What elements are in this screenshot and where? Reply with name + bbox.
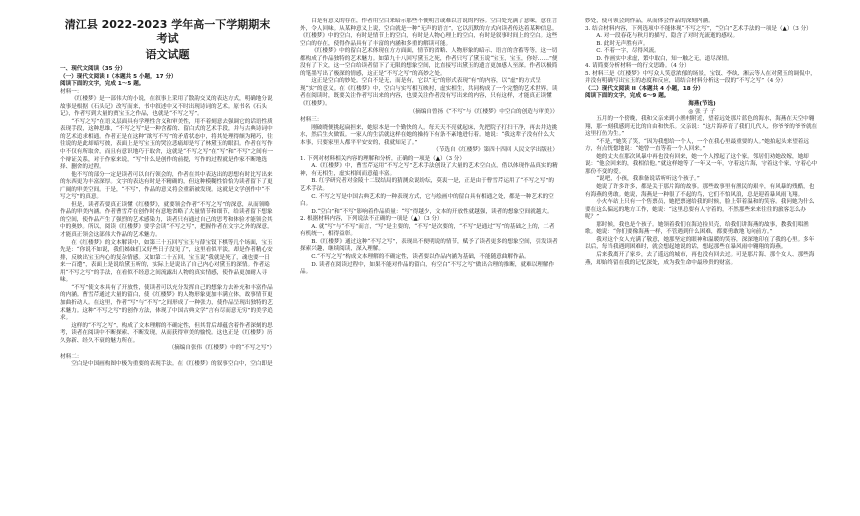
paragraph: 他不写的部分一定是读者可以自行领会的，作者在其中表达出的思想有时比写出来的东西更为丰富深厚。文字的表达有时是不精确的，但这种模糊性恰恰为读者留下了更广阔的审美空间。于是，“不写”，作品的意义将会重新被发现。这就是文学创作中“不写之写”的真意。	[60, 171, 273, 201]
exam-subtitle: 语文试题	[145, 48, 190, 61]
exam-title: 清江县 2022-2023 学年高一下学期期末考试	[64, 18, 271, 45]
material-label: 材料二：	[60, 353, 83, 360]
paragraph: 空白是中国画构图中极为重要的表现手法。在《红楼梦》的叙事空白中，空白即是	[71, 361, 273, 368]
question-2: 2. 根据材料内容，下列说法不正确的一项是（▲）（3 分）	[300, 216, 443, 223]
material-label: 材料一：	[60, 88, 83, 95]
column-left	[60, 18, 275, 510]
paragraph: 我对这个女人充满了敬意，她那坚定的眼神和温暖的笑容，深深地印在了我的心里。多年以后，每当我遇到困难时，就会想起她说的话，想起那些在暴风雨中翱翔的海燕。	[585, 236, 815, 251]
paragraph: 她说了许多许多，都是关于那片海的故事。那些故事里有渔民的艰辛，有风暴的残酷，也有海燕的勇敢。她说，海燕是一种很了不起的鸟，它们不怕风浪，总是迎着暴风雨飞翔。	[585, 184, 815, 198]
paragraph: 这正是空白的妙处。空白不是无，而是有，它以“无”的形式表现“有”的内容，以“虚”的方式呈现“实”的意义。在《红楼梦》中，空白与实写相互映衬，虚实相生，共同构成了一个完整的艺术世界。读者在阅读时，既要关注作者写出来的内容，也要关注作者没有写出来的内容，只有这样，才能真正读懂《红楼梦》。	[300, 78, 558, 108]
paragraph: 这样的“不写之写”，构成了文本理解的不确定性，但其背后却蕴含着作者深刻的思考，读者在阅读中不断探索、不断发现，从而获得审美的愉悦。这也正是《红楼梦》历久弥新、经久不衰的魅力所在。	[60, 322, 273, 344]
story-title: 海燕(节选)	[688, 101, 716, 108]
option: D.“空白”和“不写”影响着作品质量：“写”得越少，文本的开放性就越强，读者的想象空间就越大。	[311, 208, 553, 215]
source-citation: （摘编自张伟《红楼梦》中的“不写之写”）	[168, 345, 275, 352]
source-citation: （节选自《红楼梦》第四十四回 人民文学出版社）	[433, 147, 558, 154]
option: C. 不着一字，尽得风流。	[596, 48, 660, 55]
paragraph: 《红楼梦》中的留白艺术体现在方方面面，情节的省略、人物形象的暗示、语言的含蓄等等，这一切都构成了作品独特的艺术魅力。如第九十八回写黛玉之死，作者只写了黛玉说“宝玉，宝玉，你好……”便没有了下文，这一空白给读者留下了无限的想象空间，比直接写出黛玉的遗言更加感人至深。作者以极简的笔墨写出了极深的情感，这正是“不写之写”的高妙之处。	[300, 48, 558, 77]
question-5: 5. 材料三是《红楼梦》中写众人笑意浓郁的场景，宝钗、李纨、湘云等人在对黛玉的调侃中，并没有明确写出宝玉的态度和反应，请结合材料分析这一段的“不写之写”（4 分）	[585, 70, 816, 85]
option: B. 此时无声胜有声。	[596, 40, 649, 47]
question-3: 3. 结合材料内容，下列选项中不能体现“不写之写”，“空白”艺术手法的一项是（▲）（3 分）	[585, 25, 812, 32]
option: C. 不写之写是中国古典艺术的一种表现方式，它与绘画中的留白具有相通之处，都是一种艺术的空白。	[300, 193, 554, 208]
column-middle	[300, 18, 558, 510]
paragraph: 后来我离开了家乡，去了遥远的城市，再也没有回去过。可是那片海、那个女人、那些海燕，却始终留在我的记忆深处，成为我生命中最珍贵的财富。	[585, 251, 815, 266]
paragraph: “说吧，小孩，我准备说话听听这个孩子。”	[596, 176, 700, 183]
paragraph: 在《红楼梦》的文本解读中，如第三十五回写宝玉与薛宝钗下棋等几个场面，宝玉先是：“你说不如说，我们姊妹们又好些日子没见了”，这里看似平淡，却是作者精心安排，反映出宝玉内心的复杂情感。又如第二十五回，宝玉说“我就是死了，魂也要一日来一百遭”，表面上是说给黛玉听的，实际上是说出了自己内心对黛玉的深情。作者运用“不写之写”的手法，在看似不经意之间流露出人物的真实情感，使作品更加耐人寻味。	[60, 239, 273, 284]
option: A. 对一段春花与秋月的描写，隐含了对时光流逝的感叹。	[596, 33, 739, 40]
option: D. 读者在阅读过程中，如果不能对作品的留白，有空白“不写之写”做出合理的推断，就难以理解作品。	[300, 261, 555, 276]
question-4: 4. 请简要分析材料一的行文思路。（4 分）	[585, 63, 690, 70]
question-1: 1. 下列对材料相关内容的理解和分析，正确的一项是（▲）（3 分）	[300, 155, 465, 162]
paragraph: 但是，读者若要真正读懂《红楼梦》，就要领会作者“不写之写”的深意，从而领略作品的审美内涵。作者曹雪芹在创作时有意地省略了大量情节和细节，给读者留下想象的空间，使作品产生了强烈的艺术感染力，读者只有通过自己的思考和体验才能领会其中的奥妙。所以，阅读《红楼梦》要学会读“不写之写”，把握作者在文字之外的深意，才能真正领会这部伟大作品的艺术魅力。	[60, 201, 273, 239]
section-heading: 一、现代文阅读（35 分）	[60, 66, 126, 72]
option: D. 作画实中求虚，繁中取白，知一触之无，道尽深情。	[596, 55, 733, 62]
reading-instruction: 阅读下面的文字，完成 1～5 题。	[60, 81, 145, 88]
paragraph: 刚破晓便挑起扁担来，她原本是一个勤快的人，每天天不亮就起床，先把院子打扫干净，再去井边挑水，然后生火做饭。一家人的生活就这样在她的操持下有条不紊地进行着。她说：“我这辈子没有什么大本事，只要家里人都平平安安的，我就知足了。”	[300, 124, 558, 146]
section-subheading: （一）现代文阅读 I（本题共 5 小题，17 分）	[60, 73, 177, 80]
story-author: ◎ 张 子 子	[688, 108, 716, 115]
option: A.《红楼梦》中，曹雪芹运用“不写之写”艺术手法创设了大量的艺术空白点，借以体现作品真实的精神，有无相生，虚实相间而意蕴丰富。	[300, 163, 558, 177]
paragraph: 妙处，使可领会到作品，从而体会作品的深刻内涵。	[585, 18, 714, 24]
material-label: 材料三：	[300, 117, 323, 124]
option: B.《红楼梦》通过这种“不写之写”，表现出不便明说的情节，赋予了读者更多的想象空间，引发读者探索兴趣，继续阅读，深入理解。	[300, 238, 558, 253]
paragraph: “不写之写”在语义层面具有学理性含义和审美性，用不着刻意去强调它的话语性质表现手段，这种思维，“不写之写”是一种含蓄的、留白式的艺术手段，并与古典诗词中的艺术追求相通。作者正是在这种“欲写不写”的矛盾状态中，将其处理得颇为精巧，往往说的是此却暗写彼，表面上是写宝玉的哭泣悲痛却是写了林黛玉的眼泪。作者在写作中不仅有所取舍，而且有意识地巧于取舍，这就是“不写之写”在“写”和“不写”之间有一个辩证关系，对于作家来说，“写”什么是创作的前提，写作的过程就是作家不断地选择、删舍的过程。	[60, 118, 273, 171]
paragraph: 她的丈夫在那次风暴中再也没有回来，她一个人撑起了这个家。邻居们劝她改嫁，她却说：“他会回来的，我相信他。”就这样她等了一年又一年，守着这片海，守着这个家，守着心中那份不变的爱。	[585, 153, 818, 175]
option: A. 就“写”与“不写”而言，“写”是主要的，“不写”是次要的，“不写”是通过“写”的基础之上的，二者有机统一，相得益彰。	[300, 223, 555, 238]
paragraph: 那时候，我也是个孩子。她领着我们在海边捡贝壳，给我们讲海燕的故事，教我们唱渔歌。她说：“你们要像海燕一样，不管遇到什么困难，都要勇敢地飞向前方。”	[585, 221, 809, 236]
paragraph: 五月的一个傍晚，我和父亲来到小渔村附近，望着远处那片蓝色的海水，海燕在天空中翱翔，那一刻我感到无比的自由和快乐。父亲说：“这片海养育了我们几代人，你爷爷的爷爷就在这里打鱼为生。”	[585, 116, 818, 138]
paragraph: 小火车站上只有一个售票员，她把票递给我的时候，脸上带着温和的笑容。我问她为什么要在这么偏远的地方工作，她说：“这里总要有人守着的，不然那些来来往往的旅客怎么办呢？”	[585, 199, 815, 221]
option: B. 红学研究者对金陵十二钗结局的猜测众说纷纭，莫衷一是，正是由于曹雪芹运用了“不写之写”的艺术手法。	[300, 178, 554, 193]
option: C.“不写之写”构成文本理解的不确定性，读者要以作品内涵为基础，不能随意曲解作品。	[311, 253, 530, 260]
section-subheading: （二）现代文阅读 II（本题共 4 小题，18 分）	[585, 85, 704, 92]
column-right	[585, 18, 819, 510]
reading-instruction: 阅读下面的文字，完成 6～9 题。	[585, 93, 670, 100]
paragraph: 白是有意义的存在，作者用空白来暗示那些不便明言或难以言说的内容。空白处充满了意味，意在言外，令人回味。从某种意义上说，空白就是一种“无声的语言”，它以沉默的方式向读者传达着某种信息。《红楼梦》中的空白，有时是情节上的空白，有时是人物心理上的空白，有时是叙事时间上的空白。这些空白的存在，使得作品具有了丰富的内涵和多重的解读可能。	[300, 18, 558, 47]
paragraph: “不是，”她笑了笑，“因为我想给一个人，一个在我心里最重要的人。”她拍起头来望着远方，有点恍惚地说：“她曾一直等着一个人回来。”	[585, 138, 809, 153]
paragraph: “不写”使文本具有了开放性，使读者可以充分发挥自己的想象力去补充和丰富作品的内涵。曹雪芹通过大量的留白，使《红楼梦》的人物形象更加丰满立体，故事情节更加曲折动人。在这里，作者“写”与“不写”之间形成了一种张力，使作品呈现出独特的艺术魅力。这种“不写之写”的创作方法，体现了中国古典文学“言有尽而意无穷”的美学追求。	[60, 284, 273, 322]
paragraph: 《红楼梦》是一部伟大的小说，在叙事上采用了散韵交叉的表达方式，明确地分说故事是根据《石头记》改写而来，书中叙述中又不时出现诗词的艺术。原书名《石头记》，作者写到大量的贾宝玉之作品，也就是“不写之写”。	[60, 96, 273, 118]
source-citation: （摘编自曾扬《“不写”与《红楼梦》中空白的创造与审美》）	[409, 108, 558, 115]
